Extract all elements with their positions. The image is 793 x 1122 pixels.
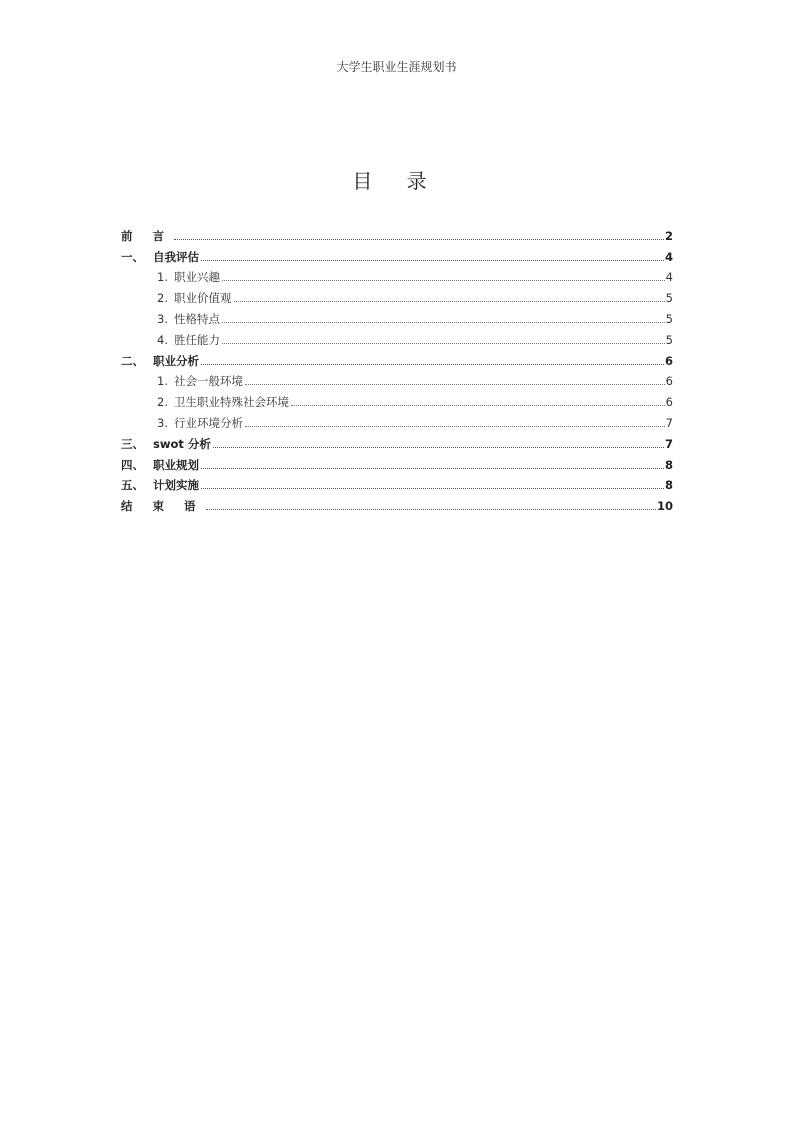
toc-entry-label: 胜任能力 — [174, 332, 220, 347]
toc-entry-page-number: 10 — [656, 499, 673, 514]
running-header: 大学生职业生涯规划书 — [336, 60, 457, 74]
toc-entry-label: 职业价值观 — [174, 291, 232, 306]
toc-entry-page-number: 7 — [665, 415, 673, 430]
toc-entry[interactable] — [121, 388, 673, 409]
toc-entry-page-number: 5 — [665, 291, 673, 306]
dot-leader — [201, 488, 664, 489]
toc-entry-label: 职业规划 — [153, 457, 199, 472]
toc-entry-page-number: 6 — [665, 374, 673, 389]
dot-leader — [201, 260, 664, 261]
toc-entry-page-number: 2 — [664, 228, 673, 243]
toc-title: 目 录 — [352, 169, 441, 193]
toc-entry-page-number: 5 — [665, 311, 673, 326]
toc-entry-number: 1. — [157, 374, 168, 389]
toc-entry-page-number: 5 — [665, 332, 673, 347]
toc-entry-label: 计划实施 — [153, 478, 199, 493]
toc-entry-page-number: 4 — [665, 270, 673, 285]
toc-entry-number: 4. — [157, 332, 168, 347]
toc-entry-label: 性格特点 — [174, 311, 220, 326]
toc-entry-number: 1. — [157, 270, 168, 285]
dot-leader — [213, 447, 664, 448]
toc-entry[interactable] — [121, 222, 673, 243]
toc-entry[interactable] — [121, 326, 673, 347]
toc-entry[interactable] — [121, 368, 673, 389]
dot-leader — [245, 426, 665, 427]
toc-entry-number: 二、 — [121, 353, 144, 368]
toc-entry[interactable] — [121, 451, 673, 472]
toc-entry-page-number: 6 — [664, 353, 673, 368]
dot-leader — [222, 322, 665, 323]
dot-leader — [245, 384, 665, 385]
dot-leader — [291, 405, 665, 406]
toc-entry-number: 3. — [157, 311, 168, 326]
dot-leader — [174, 239, 664, 240]
toc-entry[interactable] — [121, 430, 673, 451]
toc-entry-number: 2. — [157, 291, 168, 306]
toc-entry-label: 结 束 语 — [121, 499, 204, 514]
toc-entry-page-number: 8 — [664, 457, 673, 472]
dot-leader — [222, 280, 665, 281]
toc-entry[interactable] — [121, 409, 673, 430]
toc-entry-label: swot 分析 — [153, 436, 211, 451]
toc-entry-page-number: 8 — [664, 478, 673, 493]
dot-leader — [234, 301, 665, 302]
toc-entry-number: 五、 — [121, 478, 144, 493]
toc-entry-label: 职业分析 — [153, 353, 199, 368]
toc-entry-label: 前 言 — [121, 228, 173, 243]
table-of-contents — [121, 222, 673, 513]
toc-entry-number: 2. — [157, 395, 168, 410]
toc-entry[interactable] — [121, 492, 673, 513]
toc-entry-label: 自我评估 — [153, 249, 199, 264]
toc-entry[interactable] — [121, 243, 673, 264]
toc-entry-page-number: 4 — [664, 249, 673, 264]
toc-entry-number: 三、 — [121, 436, 144, 451]
toc-entry-page-number: 7 — [664, 436, 673, 451]
toc-entry[interactable] — [121, 264, 673, 285]
dot-leader — [201, 364, 664, 365]
toc-entry-number: 一、 — [121, 249, 144, 264]
toc-entry-number: 3. — [157, 415, 168, 430]
toc-entry-label: 社会一般环境 — [174, 374, 243, 389]
toc-entry[interactable] — [121, 284, 673, 305]
dot-leader — [206, 509, 656, 510]
toc-entry-label: 卫生职业特殊社会环境 — [174, 395, 289, 410]
toc-entry[interactable] — [121, 347, 673, 368]
toc-entry-number: 四、 — [121, 457, 144, 472]
toc-entry-page-number: 6 — [665, 395, 673, 410]
dot-leader — [201, 468, 664, 469]
toc-entry[interactable] — [121, 472, 673, 493]
toc-entry-label: 职业兴趣 — [174, 270, 220, 285]
toc-entry-label: 行业环境分析 — [174, 415, 243, 430]
toc-entry[interactable] — [121, 305, 673, 326]
dot-leader — [222, 343, 665, 344]
